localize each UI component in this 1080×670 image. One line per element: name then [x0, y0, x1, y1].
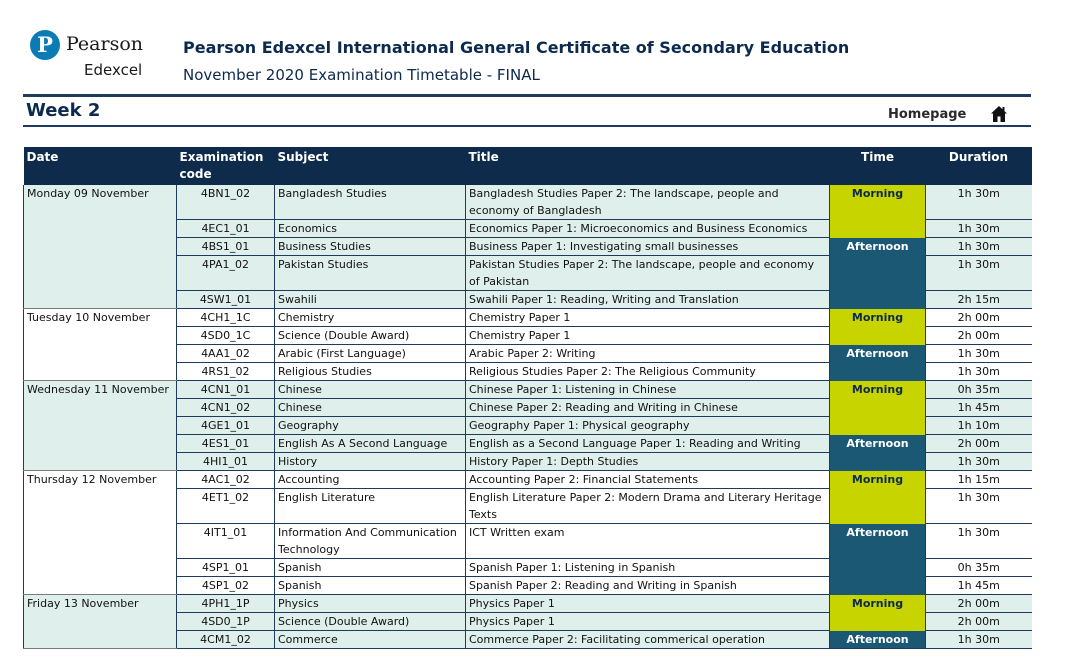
subject: Science (Double Award) — [275, 613, 466, 631]
subject: History — [275, 453, 466, 471]
exam-code: 4CN1_02 — [177, 399, 275, 417]
exam-title: Physics Paper 1 — [466, 595, 830, 613]
subject: Accounting — [275, 471, 466, 489]
document-title: Pearson Edexcel International General Certificate of Secondary Education — [183, 38, 850, 57]
col-duration: Duration — [926, 147, 1032, 185]
exam-code: 4ET1_02 — [177, 489, 275, 524]
duration: 0h 35m — [926, 559, 1032, 577]
session-afternoon: Afternoon — [830, 435, 926, 471]
duration: 1h 45m — [926, 577, 1032, 595]
col-title: Title — [466, 147, 830, 185]
subject: Physics — [275, 595, 466, 613]
exam-code: 4SP1_01 — [177, 559, 275, 577]
exam-code: 4SD0_1C — [177, 327, 275, 345]
subject: Geography — [275, 417, 466, 435]
subject: Economics — [275, 220, 466, 238]
home-icon[interactable] — [990, 105, 1008, 123]
session-morning: Morning — [830, 595, 926, 631]
duration: 1h 30m — [926, 345, 1032, 363]
document-subtitle: November 2020 Examination Timetable - FINAL — [183, 66, 540, 84]
exam-title: Commerce Paper 2: Facilitating commerical operation — [466, 631, 830, 649]
duration: 1h 30m — [926, 238, 1032, 256]
duration: 1h 45m — [926, 399, 1032, 417]
session-morning: Morning — [830, 309, 926, 345]
duration: 2h 00m — [926, 613, 1032, 631]
exam-code: 4AA1_02 — [177, 345, 275, 363]
session-afternoon: Afternoon — [830, 238, 926, 309]
duration: 1h 30m — [926, 185, 1032, 220]
session-afternoon: Afternoon — [830, 631, 926, 649]
duration: 2h 00m — [926, 435, 1032, 453]
exam-title: Spanish Paper 1: Listening in Spanish — [466, 559, 830, 577]
day-date: Tuesday 10 November — [24, 309, 177, 381]
subject: Science (Double Award) — [275, 327, 466, 345]
duration: 1h 15m — [926, 471, 1032, 489]
duration: 1h 30m — [926, 524, 1032, 559]
homepage-link[interactable]: Homepage — [888, 107, 967, 122]
exam-title: Swahili Paper 1: Reading, Writing and Translation — [466, 291, 830, 309]
exam-code: 4IT1_01 — [177, 524, 275, 559]
exam-code: 4HI1_01 — [177, 453, 275, 471]
subject: Chinese — [275, 399, 466, 417]
exam-title: Chinese Paper 2: Reading and Writing in Chinese — [466, 399, 830, 417]
timetable — [23, 147, 1032, 649]
duration: 1h 30m — [926, 453, 1032, 471]
subject: Swahili — [275, 291, 466, 309]
exam-code: 4GE1_01 — [177, 417, 275, 435]
session-morning: Morning — [830, 471, 926, 524]
col-time: Time — [830, 147, 926, 185]
exam-code: 4BS1_01 — [177, 238, 275, 256]
exam-title: Economics Paper 1: Microeconomics and Business Economics — [466, 220, 830, 238]
exam-title: Accounting Paper 2: Financial Statements — [466, 471, 830, 489]
session-afternoon: Afternoon — [830, 345, 926, 381]
week-rule — [23, 125, 1031, 127]
subject: Religious Studies — [275, 363, 466, 381]
exam-title: Religious Studies Paper 2: The Religious Community — [466, 363, 830, 381]
table-row — [24, 309, 1032, 327]
subject: Spanish — [275, 577, 466, 595]
exam-code: 4CM1_02 — [177, 631, 275, 649]
duration: 2h 00m — [926, 595, 1032, 613]
exam-code: 4CH1_1C — [177, 309, 275, 327]
exam-code: 4CN1_01 — [177, 381, 275, 399]
header-rule — [23, 94, 1031, 97]
exam-code: 4SP1_02 — [177, 577, 275, 595]
exam-code: 4BN1_02 — [177, 185, 275, 220]
exam-code: 4RS1_02 — [177, 363, 275, 381]
exam-title: Pakistan Studies Paper 2: The landscape, people and economy of Pakistan — [466, 256, 830, 291]
subject: Commerce — [275, 631, 466, 649]
exam-title: Geography Paper 1: Physical geography — [466, 417, 830, 435]
session-morning: Morning — [830, 381, 926, 435]
table-header-row — [24, 147, 1032, 185]
duration: 1h 30m — [926, 631, 1032, 649]
subject: English Literature — [275, 489, 466, 524]
duration: 2h 00m — [926, 327, 1032, 345]
col-date: Date — [24, 147, 177, 185]
subject: Pakistan Studies — [275, 256, 466, 291]
table-row — [24, 381, 1032, 399]
subject: Spanish — [275, 559, 466, 577]
exam-title: History Paper 1: Depth Studies — [466, 453, 830, 471]
session-afternoon: Afternoon — [830, 524, 926, 595]
col-code: Examination code — [177, 147, 275, 185]
day-date: Friday 13 November — [24, 595, 177, 649]
table-row — [24, 185, 1032, 220]
duration: 0h 35m — [926, 381, 1032, 399]
exam-code: 4EC1_01 — [177, 220, 275, 238]
duration: 2h 15m — [926, 291, 1032, 309]
subject: Chinese — [275, 381, 466, 399]
pearson-logo — [30, 30, 160, 90]
table-row — [24, 471, 1032, 489]
exam-code: 4PA1_02 — [177, 256, 275, 291]
exam-title: English as a Second Language Paper 1: Reading and Writing — [466, 435, 830, 453]
col-subject: Subject — [275, 147, 466, 185]
exam-title: Chemistry Paper 1 — [466, 327, 830, 345]
duration: 2h 00m — [926, 309, 1032, 327]
duration: 1h 30m — [926, 256, 1032, 291]
session-morning: Morning — [830, 185, 926, 238]
exam-code: 4AC1_02 — [177, 471, 275, 489]
exam-title: English Literature Paper 2: Modern Drama and Literary Heritage Texts — [466, 489, 830, 524]
day-date: Thursday 12 November — [24, 471, 177, 595]
subject: English As A Second Language — [275, 435, 466, 453]
subject: Business Studies — [275, 238, 466, 256]
duration: 1h 30m — [926, 489, 1032, 524]
week-heading: Week 2 — [26, 100, 101, 121]
exam-code: 4PH1_1P — [177, 595, 275, 613]
duration: 1h 10m — [926, 417, 1032, 435]
subject: Arabic (First Language) — [275, 345, 466, 363]
logo-sub: Edexcel — [84, 61, 143, 79]
logo-name: Pearson — [66, 33, 144, 55]
subject: Bangladesh Studies — [275, 185, 466, 220]
exam-code: 4SW1_01 — [177, 291, 275, 309]
duration: 1h 30m — [926, 363, 1032, 381]
exam-code: 4ES1_01 — [177, 435, 275, 453]
day-date: Wednesday 11 November — [24, 381, 177, 471]
exam-code: 4SD0_1P — [177, 613, 275, 631]
pearson-p-icon: P — [30, 30, 60, 60]
duration: 1h 30m — [926, 220, 1032, 238]
exam-title: Physics Paper 1 — [466, 613, 830, 631]
subject: Chemistry — [275, 309, 466, 327]
exam-title: ICT Written exam — [466, 524, 830, 559]
exam-title: Chemistry Paper 1 — [466, 309, 830, 327]
exam-title: Arabic Paper 2: Writing — [466, 345, 830, 363]
day-date: Monday 09 November — [24, 185, 177, 309]
exam-title: Spanish Paper 2: Reading and Writing in Spanish — [466, 577, 830, 595]
exam-title: Business Paper 1: Investigating small businesses — [466, 238, 830, 256]
table-row — [24, 595, 1032, 613]
exam-title: Bangladesh Studies Paper 2: The landscape, people and economy of Bangladesh — [466, 185, 830, 220]
subject: Information And Communication Technology — [275, 524, 466, 559]
exam-title: Chinese Paper 1: Listening in Chinese — [466, 381, 830, 399]
